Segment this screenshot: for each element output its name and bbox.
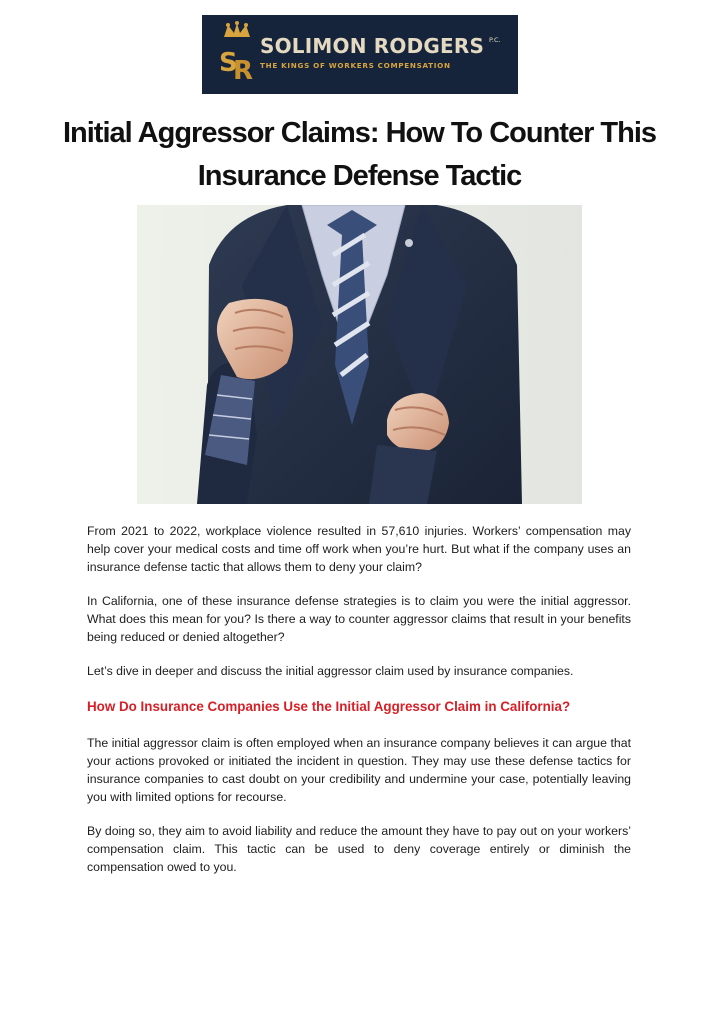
article-photo [137, 205, 582, 504]
crown-monogram-icon [218, 21, 256, 87]
company-logo [202, 15, 518, 94]
intro-paragraph: From 2021 to 2022, workplace violence resulted in 57,610 injuries. Workers’ compensation may help cover your medical costs and time off work when you’re hurt. But what if the company uses an insurance defense tactic that allows them to deny your claim? [87, 524, 631, 574]
section-heading: How Do Insurance Companies Use the Initial Aggressor Claim in California? [87, 699, 571, 714]
svg-text:S: S [219, 48, 238, 78]
logo-company-suffix: P.C. [489, 36, 501, 44]
svg-text:R: R [233, 56, 254, 86]
dive-in-paragraph: Let’s dive in deeper and discuss the initial aggressor claim used by insurance companies. [87, 664, 574, 678]
logo-company-name: SOLIMON RODGERS [260, 34, 485, 58]
logo-tagline: THE KINGS OF WORKERS COMPENSATION [260, 61, 451, 70]
liability-paragraph: By doing so, they aim to avoid liability and reduce the amount they have to pay out on your workers’ compensation claim. This tactic can be used to deny coverage entirely or diminish the compensation owed to you. [87, 824, 631, 874]
businessman-fist-illustration [137, 205, 582, 504]
california-paragraph: In California, one of these insurance defense strategies is to claim you were the initial aggressor. What does this mean for you? Is there a way to counter aggressor claims that result in your benefits being reduced or denied altogether? [87, 594, 631, 644]
claim-usage-paragraph: The initial aggressor claim is often employed when an insurance company believes it can argue that your actions provoked or initiated the incident in question. They may use these defense tactics for insurance companies to cast doubt on your credibility and undermine your case, potentially leaving you with limited options for recourse. [87, 736, 631, 804]
article-title: Initial Aggressor Claims: How To Counter This Insurance Defense Tactic [62, 117, 657, 192]
